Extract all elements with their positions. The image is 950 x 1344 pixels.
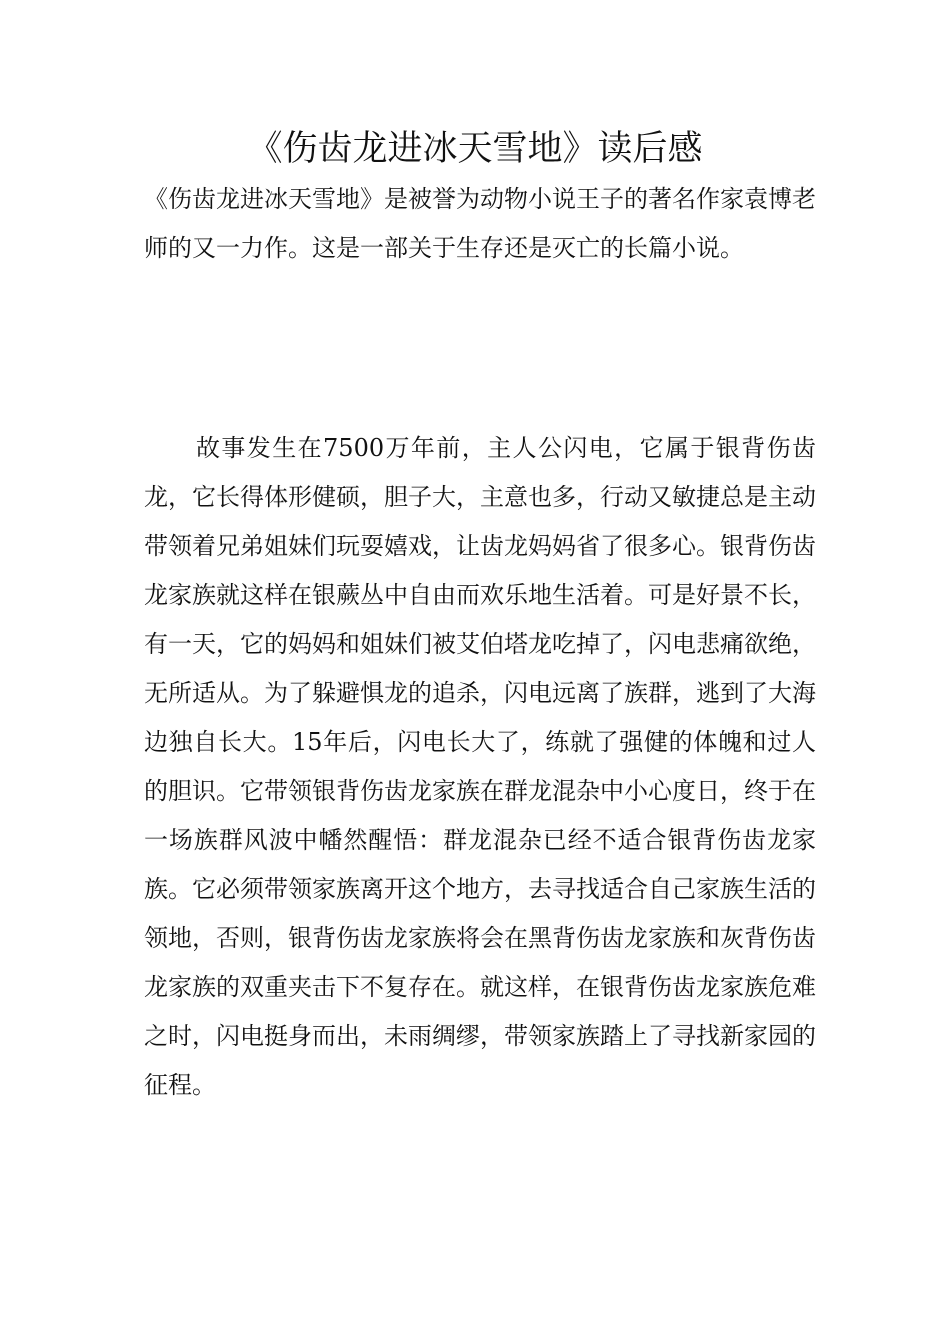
paragraph-story: 故事发生在7500万年前，主人公闪电，它属于银背伤齿龙，它长得体形健硕，胆子大，主意也多，行动又敏捷总是主动带领着兄弟姐妹们玩耍嬉戏，让齿龙妈妈省了很多心。银背伤齿龙家族就这样在银蕨丛中自由而欢乐地生活着。可是好景不长，有一天，它的妈妈和姐妹们被艾伯塔龙吃掉了，闪电悲痛欲绝，无所适从。为了躲避惧龙的追杀，闪电远离了族群，逃到了大海边独自长大。15年后，闪电长大了，练就了强健的体魄和过人的胆识。它带领银背伤齿龙家族在群龙混杂中小心度日，终于在一场族群风波中幡然醒悟：群龙混杂已经不适合银背伤齿龙家族。它必须带领家族离开这个地方，去寻找适合自己家族生活的领地，否则，银背伤齿龙家族将会在黑背伤齿龙家族和灰背伤齿龙家族的双重夹击下不复存在。就这样，在银背伤齿龙家族危难之时，闪电挺身而出，未雨绸缪，带领家族踏上了寻找新家园的征程。 [144,434,816,1099]
paragraph-intro: 《伤齿龙进冰天雪地》是被誉为动物小说王子的著名作家袁博老师的又一力作。这是一部关于生存还是灭亡的长篇小说。 [144,185,816,262]
document-title: 《伤齿龙进冰天雪地》读后感 [247,129,703,169]
